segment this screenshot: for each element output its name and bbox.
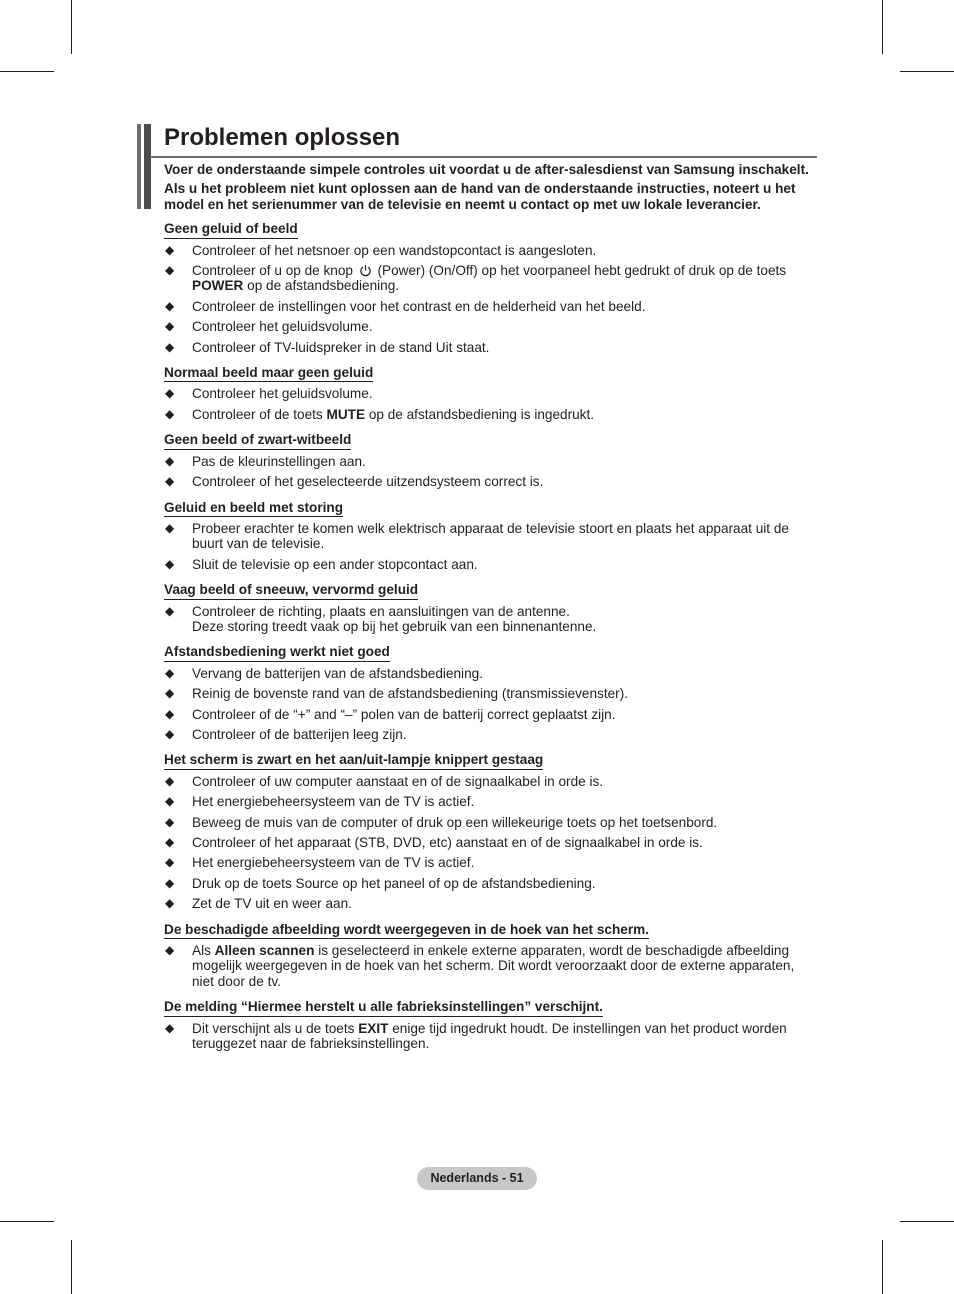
list-item <box>164 299 816 314</box>
section <box>164 216 816 355</box>
list-item <box>164 407 816 422</box>
item-text-part: Controleer de instellingen voor het contrast en de helderheid van het beeld. <box>192 298 646 314</box>
section-heading: Geen beeld of zwart-witbeeld <box>164 432 351 449</box>
item-text <box>192 794 816 809</box>
item-text <box>192 1021 816 1052</box>
section <box>164 639 816 742</box>
item-text-part: op de afstandsbediening is ingedrukt. <box>368 406 595 422</box>
item-text <box>192 243 816 258</box>
item-text-part: Controleer of het apparaat (STB, DVD, etc) aanstaat en of de signaalkabel in orde is. <box>192 835 703 850</box>
section <box>164 917 816 990</box>
section-heading: De melding “Hiermee herstelt u alle fabrieksinstellingen” verschijnt. <box>164 999 603 1016</box>
title-rule <box>150 156 817 158</box>
item-list <box>164 666 816 743</box>
item-text <box>192 386 816 401</box>
item-list <box>164 943 816 989</box>
list-item <box>164 815 816 830</box>
item-text-part: Controleer of de “+” and “–” polen van de batterij correct geplaatst zijn. <box>192 706 616 722</box>
diamond-bullet-icon: ◆ <box>165 453 175 468</box>
diamond-bullet-icon: ◆ <box>165 665 175 680</box>
list-item <box>164 454 816 469</box>
section <box>164 747 816 911</box>
section-heading: Afstandsbediening werkt niet goed <box>164 644 390 661</box>
item-text-part: op de afstandsbediening. <box>247 278 400 294</box>
list-item <box>164 727 816 742</box>
section-heading: Geen geluid of beeld <box>164 221 298 238</box>
item-text-part: Controleer of het netsnoer op een wandstopcontact is aangesloten. <box>192 242 597 258</box>
item-list <box>164 774 816 912</box>
item-text <box>192 727 816 742</box>
list-item <box>164 386 816 401</box>
item-list <box>164 604 816 635</box>
diamond-bullet-icon: ◆ <box>165 339 175 354</box>
list-item <box>164 876 816 891</box>
section <box>164 495 816 573</box>
item-list <box>164 1021 816 1052</box>
item-text <box>192 855 816 870</box>
list-item <box>164 263 816 294</box>
crop-mark <box>882 0 883 54</box>
item-list <box>164 386 816 422</box>
item-text-part: Beweeg de muis van de computer of druk op een willekeurige toets op het toetsenbord. <box>192 814 718 830</box>
list-item <box>164 243 816 258</box>
item-text-part: Sluit de televisie op een ander stopcontact aan. <box>192 556 478 572</box>
diamond-bullet-icon: ◆ <box>165 298 175 313</box>
item-text-part: Controleer het geluidsvolume. <box>192 319 373 335</box>
section <box>164 427 816 489</box>
item-list <box>164 521 816 572</box>
item-text-part: Controleer of u op de knop <box>192 263 353 279</box>
item-list <box>164 243 816 355</box>
list-item <box>164 521 816 552</box>
diamond-bullet-icon: ◆ <box>165 386 175 401</box>
item-text <box>192 340 816 355</box>
item-text <box>192 557 816 572</box>
list-item <box>164 896 816 911</box>
item-text-part: Pas de kleurinstellingen aan. <box>192 453 366 469</box>
diamond-bullet-icon: ◆ <box>165 686 175 701</box>
crop-mark <box>71 1240 72 1294</box>
section <box>164 577 816 634</box>
diamond-bullet-icon: ◆ <box>165 726 175 741</box>
section-heading: Normaal beeld maar geen geluid <box>164 365 373 382</box>
item-text-part: Controleer of de batterijen leeg zijn. <box>192 726 407 742</box>
diamond-bullet-icon: ◆ <box>165 263 175 278</box>
item-text-part: Reinig de bovenste rand van de afstandsbediening (transmissievenster). <box>192 686 629 702</box>
list-item <box>164 707 816 722</box>
item-text <box>192 896 816 911</box>
item-list <box>164 454 816 490</box>
item-keyword: MUTE <box>326 406 366 422</box>
list-item <box>164 604 816 635</box>
section <box>164 994 816 1051</box>
crop-mark <box>882 1240 883 1294</box>
diamond-bullet-icon: ◆ <box>165 855 175 870</box>
item-text <box>192 686 816 701</box>
item-text-part: (Power) (On/Off) op het voorpaneel hebt gedrukt of druk op de toets <box>377 263 787 279</box>
item-keyword: EXIT <box>358 1020 389 1036</box>
diamond-bullet-icon: ◆ <box>165 794 175 809</box>
list-item <box>164 943 816 989</box>
diamond-bullet-icon: ◆ <box>165 474 175 489</box>
troubleshooting-content <box>164 162 816 1056</box>
item-text-part: enige tijd ingedrukt houdt. De instellingen van het product worden teruggezet naar de fabrieksinstellingen. <box>192 1020 787 1052</box>
section-heading: Vaag beeld of sneeuw, vervormd geluid <box>164 582 418 599</box>
diamond-bullet-icon: ◆ <box>165 706 175 721</box>
item-keyword: POWER <box>192 278 244 294</box>
item-text-part: Controleer de richting, plaats en aansluitingen van de antenne. <box>192 603 570 619</box>
item-text <box>192 263 816 294</box>
sections-container <box>164 216 816 1051</box>
item-text <box>192 454 816 469</box>
item-text-part: Probeer erachter te komen welk elektrisch apparaat de televisie stoort en plaats het apparaat uit de buurt van de televisie. <box>192 520 789 552</box>
section-heading: De beschadigde afbeelding wordt weergegeven in de hoek van het scherm. <box>164 922 649 939</box>
page-title: Problemen oplossen <box>164 124 401 151</box>
item-text <box>192 876 816 891</box>
list-item <box>164 666 816 681</box>
diamond-bullet-icon: ◆ <box>165 835 175 849</box>
item-text-part: Als <box>192 943 211 959</box>
intro-paragraph: Als u het probleem niet kunt oplossen aan de hand van de onderstaande instructies, noteert u het model en het serienummer van de televisie en neemt u contact op met uw lokale leverancier. <box>164 181 796 212</box>
list-item <box>164 855 816 870</box>
title-decoration <box>137 124 153 209</box>
diamond-bullet-icon: ◆ <box>165 242 175 257</box>
diamond-bullet-icon: ◆ <box>165 406 175 421</box>
item-text <box>192 943 816 989</box>
diamond-bullet-icon: ◆ <box>165 520 175 535</box>
list-item <box>164 340 816 355</box>
diamond-bullet-icon: ◆ <box>165 875 175 890</box>
intro-paragraph: Voer de onderstaande simpele controles uit voordat u de after-salesdienst van Samsung inschakelt. <box>164 162 809 177</box>
diamond-bullet-icon: ◆ <box>165 603 175 618</box>
item-text-part: Controleer of de toets <box>192 406 323 422</box>
item-text <box>192 299 816 314</box>
diamond-bullet-icon: ◆ <box>165 773 175 788</box>
item-text-part: Controleer het geluidsvolume. <box>192 386 373 402</box>
section-heading: Het scherm is zwart en het aan/uit-lampje knippert gestaag <box>164 752 543 769</box>
list-item <box>164 794 816 809</box>
diamond-bullet-icon: ◆ <box>165 319 175 334</box>
list-item <box>164 774 816 789</box>
item-keyword: Alleen scannen <box>214 943 315 959</box>
item-text <box>192 521 816 552</box>
item-text <box>192 666 816 681</box>
crop-mark <box>71 0 72 54</box>
item-text-part: Controleer of uw computer aanstaat en of de signaalkabel in orde is. <box>192 773 604 789</box>
list-item <box>164 319 816 334</box>
item-text-part: is geselecteerd in enkele externe apparaten, wordt de beschadigde afbeelding mogelijk weergegeven in de hoek van het scherm. Dit wordt veroorzaakt door de externe apparaten, niet door de tv. <box>192 943 795 989</box>
item-text-part: Het energiebeheersysteem van de TV is actief. <box>192 855 475 871</box>
item-text-part: Dit verschijnt als u de toets <box>192 1020 355 1036</box>
section <box>164 360 816 422</box>
list-item <box>164 557 816 572</box>
list-item <box>164 474 816 489</box>
power-icon <box>359 264 372 277</box>
item-text-part: Controleer of het geselecteerde uitzendsysteem correct is. <box>192 474 544 490</box>
item-text <box>192 407 816 422</box>
item-text <box>192 835 816 850</box>
item-text <box>192 774 816 789</box>
list-item <box>164 686 816 701</box>
diamond-bullet-icon: ◆ <box>165 1020 175 1035</box>
diamond-bullet-icon: ◆ <box>165 896 175 911</box>
item-text <box>192 815 816 830</box>
item-text: Deze storing treedt vaak op bij het gebruik van een binnenantenne. <box>192 618 597 634</box>
crop-mark <box>0 1221 54 1222</box>
page-number-badge: Nederlands - 51 <box>417 1167 537 1190</box>
crop-mark <box>900 71 954 72</box>
item-text-part: Druk op de toets Source op het paneel of op de afstandsbediening. <box>192 875 596 891</box>
item-text <box>192 319 816 334</box>
diamond-bullet-icon: ◆ <box>165 814 175 829</box>
crop-mark <box>0 71 54 72</box>
diamond-bullet-icon: ◆ <box>165 943 175 958</box>
crop-mark <box>900 1221 954 1222</box>
diamond-bullet-icon: ◆ <box>165 556 175 571</box>
section-heading: Geluid en beeld met storing <box>164 500 343 517</box>
item-text-part: Zet de TV uit en weer aan. <box>192 896 352 912</box>
list-item <box>164 835 816 850</box>
item-text-part: Het energiebeheersysteem van de TV is actief. <box>192 794 475 810</box>
item-text <box>192 474 816 489</box>
list-item <box>164 1021 816 1052</box>
item-text-part: Vervang de batterijen van de afstandsbediening. <box>192 665 483 681</box>
item-text-part: Controleer of TV-luidspreker in de stand Uit staat. <box>192 339 490 355</box>
item-text <box>192 604 816 619</box>
item-text <box>192 707 816 722</box>
